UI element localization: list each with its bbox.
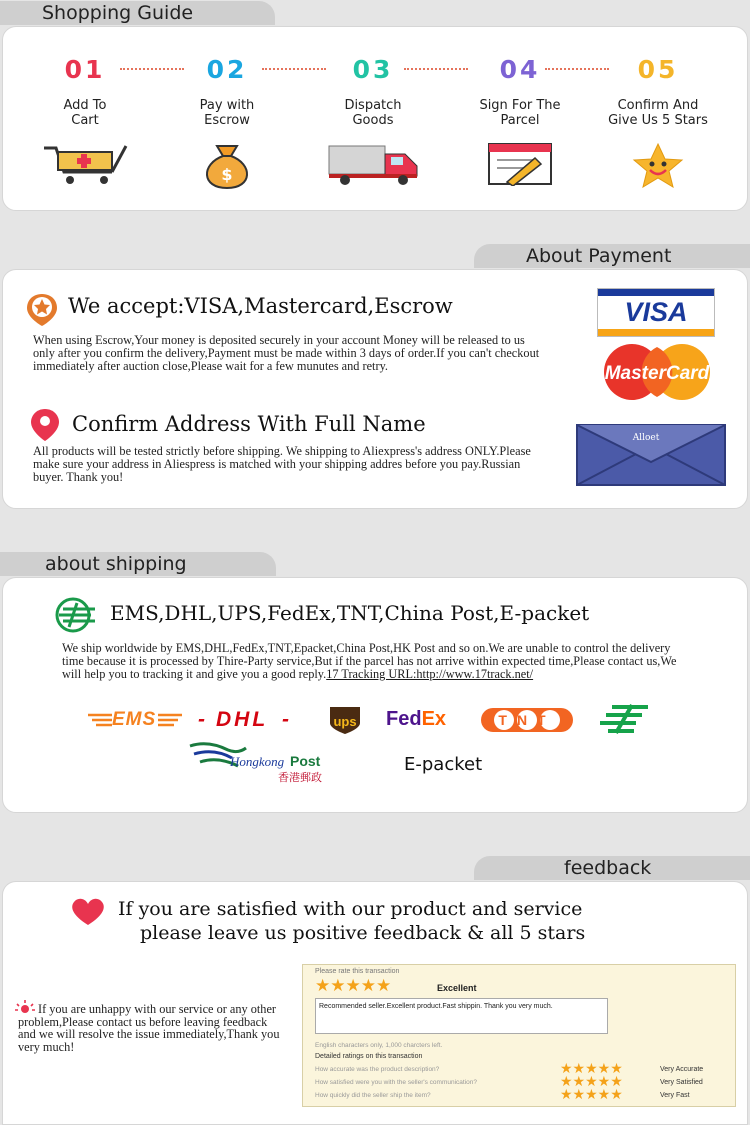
hongkong-chinese-label: 香港郵政 xyxy=(278,771,322,784)
feedback-form xyxy=(302,964,736,1107)
accept-heading: We accept:VISA,Mastercard,Escrow xyxy=(68,294,453,318)
feedback-title: feedback xyxy=(564,857,652,879)
detail-row xyxy=(315,1073,730,1089)
star-icon[interactable]: ★ xyxy=(315,976,331,995)
svg-text:$: $ xyxy=(221,165,233,184)
step-number: 03 xyxy=(352,55,394,84)
accept-text: When using Escrow,Your money is deposited securely in your account Money will be released to us only after you confirm the delivery,Payment must be made within 3 days of order.If you can't checkout immediately after auction close,Please wait for a few munutes and retry. xyxy=(33,333,540,373)
rating-word: Excellent xyxy=(437,983,477,993)
step-2 xyxy=(157,55,297,190)
hongkong-post-logo xyxy=(188,740,348,784)
detail-question: How accurate was the product description? xyxy=(315,1066,440,1073)
step-5 xyxy=(588,55,728,188)
step-number: 04 xyxy=(499,55,541,84)
fedex-logo xyxy=(386,708,446,731)
about-payment-tab xyxy=(474,244,750,268)
detail-stars[interactable]: ★★★★★ xyxy=(560,1086,623,1102)
step-3 xyxy=(303,55,443,186)
tnt-logo xyxy=(480,707,574,733)
shipping-text xyxy=(62,642,694,681)
ups-logo xyxy=(328,705,362,735)
rate-prompt: Please rate this transaction xyxy=(315,968,400,975)
step-label: Dispatch Goods xyxy=(344,98,402,128)
mastercard-label: MasterCard xyxy=(604,363,710,384)
detail-answer: Very Accurate xyxy=(660,1066,704,1073)
money-bag-icon xyxy=(197,142,257,190)
step-label: Pay with Escrow xyxy=(199,98,255,128)
location-pin-icon xyxy=(29,407,61,443)
detail-answer: Very Satisfied xyxy=(660,1079,703,1086)
china-post-logo xyxy=(598,703,650,735)
step-number: 01 xyxy=(64,55,106,84)
fedex-fed-label: Fed xyxy=(386,708,422,730)
hongkong-label: Hongkong xyxy=(230,754,285,769)
ems-logo xyxy=(88,709,184,731)
step-label: Confirm And Give Us 5 Stars xyxy=(608,98,708,128)
char-note: English characters only, 1,000 charcters left. xyxy=(315,1042,443,1049)
shopping-guide-title: Shopping Guide xyxy=(42,2,194,24)
step-4 xyxy=(450,55,590,186)
address-text: All products will be tested strictly before shipping. We shipping to Aliexpress's address ONLY.Please make sure your address in Aliespress is matched with your shipping addres before you pay.Russian buyer. Thank you! xyxy=(33,444,531,484)
shipping-body: We ship worldwide by EMS,DHL,FedEx,TNT,Epacket,China Post,HK Post and so on.We are unable to control the delivery time because it is processed by Thire-Party service,But if the parcel has not arrive within expected time,Please contact us,We will help you to tracking it and give you a good reply. xyxy=(62,641,677,681)
china-post-icon xyxy=(55,597,101,633)
detail-question: How satisfied were you with the seller's communication? xyxy=(315,1079,478,1086)
shopping-guide-tab xyxy=(0,1,275,25)
visa-label: VISA xyxy=(624,297,688,327)
dhl-label: DHL xyxy=(216,708,269,731)
step-number: 05 xyxy=(637,55,679,84)
epacket-label: E-packet xyxy=(404,754,483,775)
ems-stripes-icon xyxy=(88,713,114,727)
main-star-rating[interactable] xyxy=(315,977,391,995)
step-number: 02 xyxy=(206,55,248,84)
tracking-link[interactable]: 17 Tracking URL:http://www.17track.net/ xyxy=(326,667,534,681)
star-icon[interactable]: ★ xyxy=(330,976,346,995)
detail-question: How quickly did the seller ship the item? xyxy=(315,1092,431,1099)
star-icon[interactable]: ★ xyxy=(376,976,392,995)
detail-row xyxy=(315,1086,730,1102)
step-label: Sign For The Parcel xyxy=(479,98,561,128)
star-icon[interactable]: ★ xyxy=(360,976,376,995)
ems-stripes-icon xyxy=(158,713,184,727)
about-shipping-title: about shipping xyxy=(45,553,187,575)
envelope-icon xyxy=(576,424,726,486)
feedback-line-1: If you are satisfied with our product and service xyxy=(118,898,583,920)
sign-form-icon xyxy=(487,142,553,186)
feedback-line-2: please leave us positive feedback & all 5 stars xyxy=(140,922,586,944)
post-label: Post xyxy=(290,753,321,769)
detail-row xyxy=(315,1060,730,1076)
envelope-label: Alloet xyxy=(632,433,660,443)
detailed-title: Detailed ratings on this transaction xyxy=(315,1053,423,1060)
ups-label: ups xyxy=(333,714,357,729)
about-shipping-tab xyxy=(0,552,276,576)
ems-label: EMS xyxy=(112,709,157,730)
tnt-label: TNT xyxy=(498,712,556,728)
visa-band xyxy=(598,329,714,336)
comment-box[interactable]: Recommended seller.Excellent product.Fast shippin. Thank you very much. xyxy=(315,998,608,1034)
truck-icon xyxy=(327,142,419,186)
unhappy-text: If you are unhappy with our service or any other problem,Please contact us before leaving feedback and we will resolve the issue immediately,Thank you very much! xyxy=(18,1002,280,1054)
detail-stars[interactable]: ★★★★★ xyxy=(560,1073,623,1089)
feedback-tab xyxy=(474,856,750,880)
star-pin-icon xyxy=(25,292,59,328)
address-heading: Confirm Address With Full Name xyxy=(72,412,426,436)
about-payment-title: About Payment xyxy=(526,245,672,267)
smiley-star-icon xyxy=(631,142,685,188)
mastercard-logo xyxy=(584,343,730,401)
heart-icon xyxy=(70,897,106,927)
cart-icon xyxy=(42,142,128,186)
visa-band xyxy=(598,289,714,296)
shipping-heading: EMS,DHL,UPS,FedEx,TNT,China Post,E-packet xyxy=(110,601,590,625)
star-icon[interactable]: ★ xyxy=(345,976,361,995)
detail-stars[interactable]: ★★★★★ xyxy=(560,1060,623,1076)
detail-answer: Very Fast xyxy=(660,1092,690,1099)
dhl-logo: - DHL - xyxy=(198,708,289,731)
step-1 xyxy=(15,55,155,186)
visa-logo xyxy=(597,288,715,337)
step-label: Add To Cart xyxy=(63,98,107,128)
fedex-ex-label: Ex xyxy=(421,708,447,730)
